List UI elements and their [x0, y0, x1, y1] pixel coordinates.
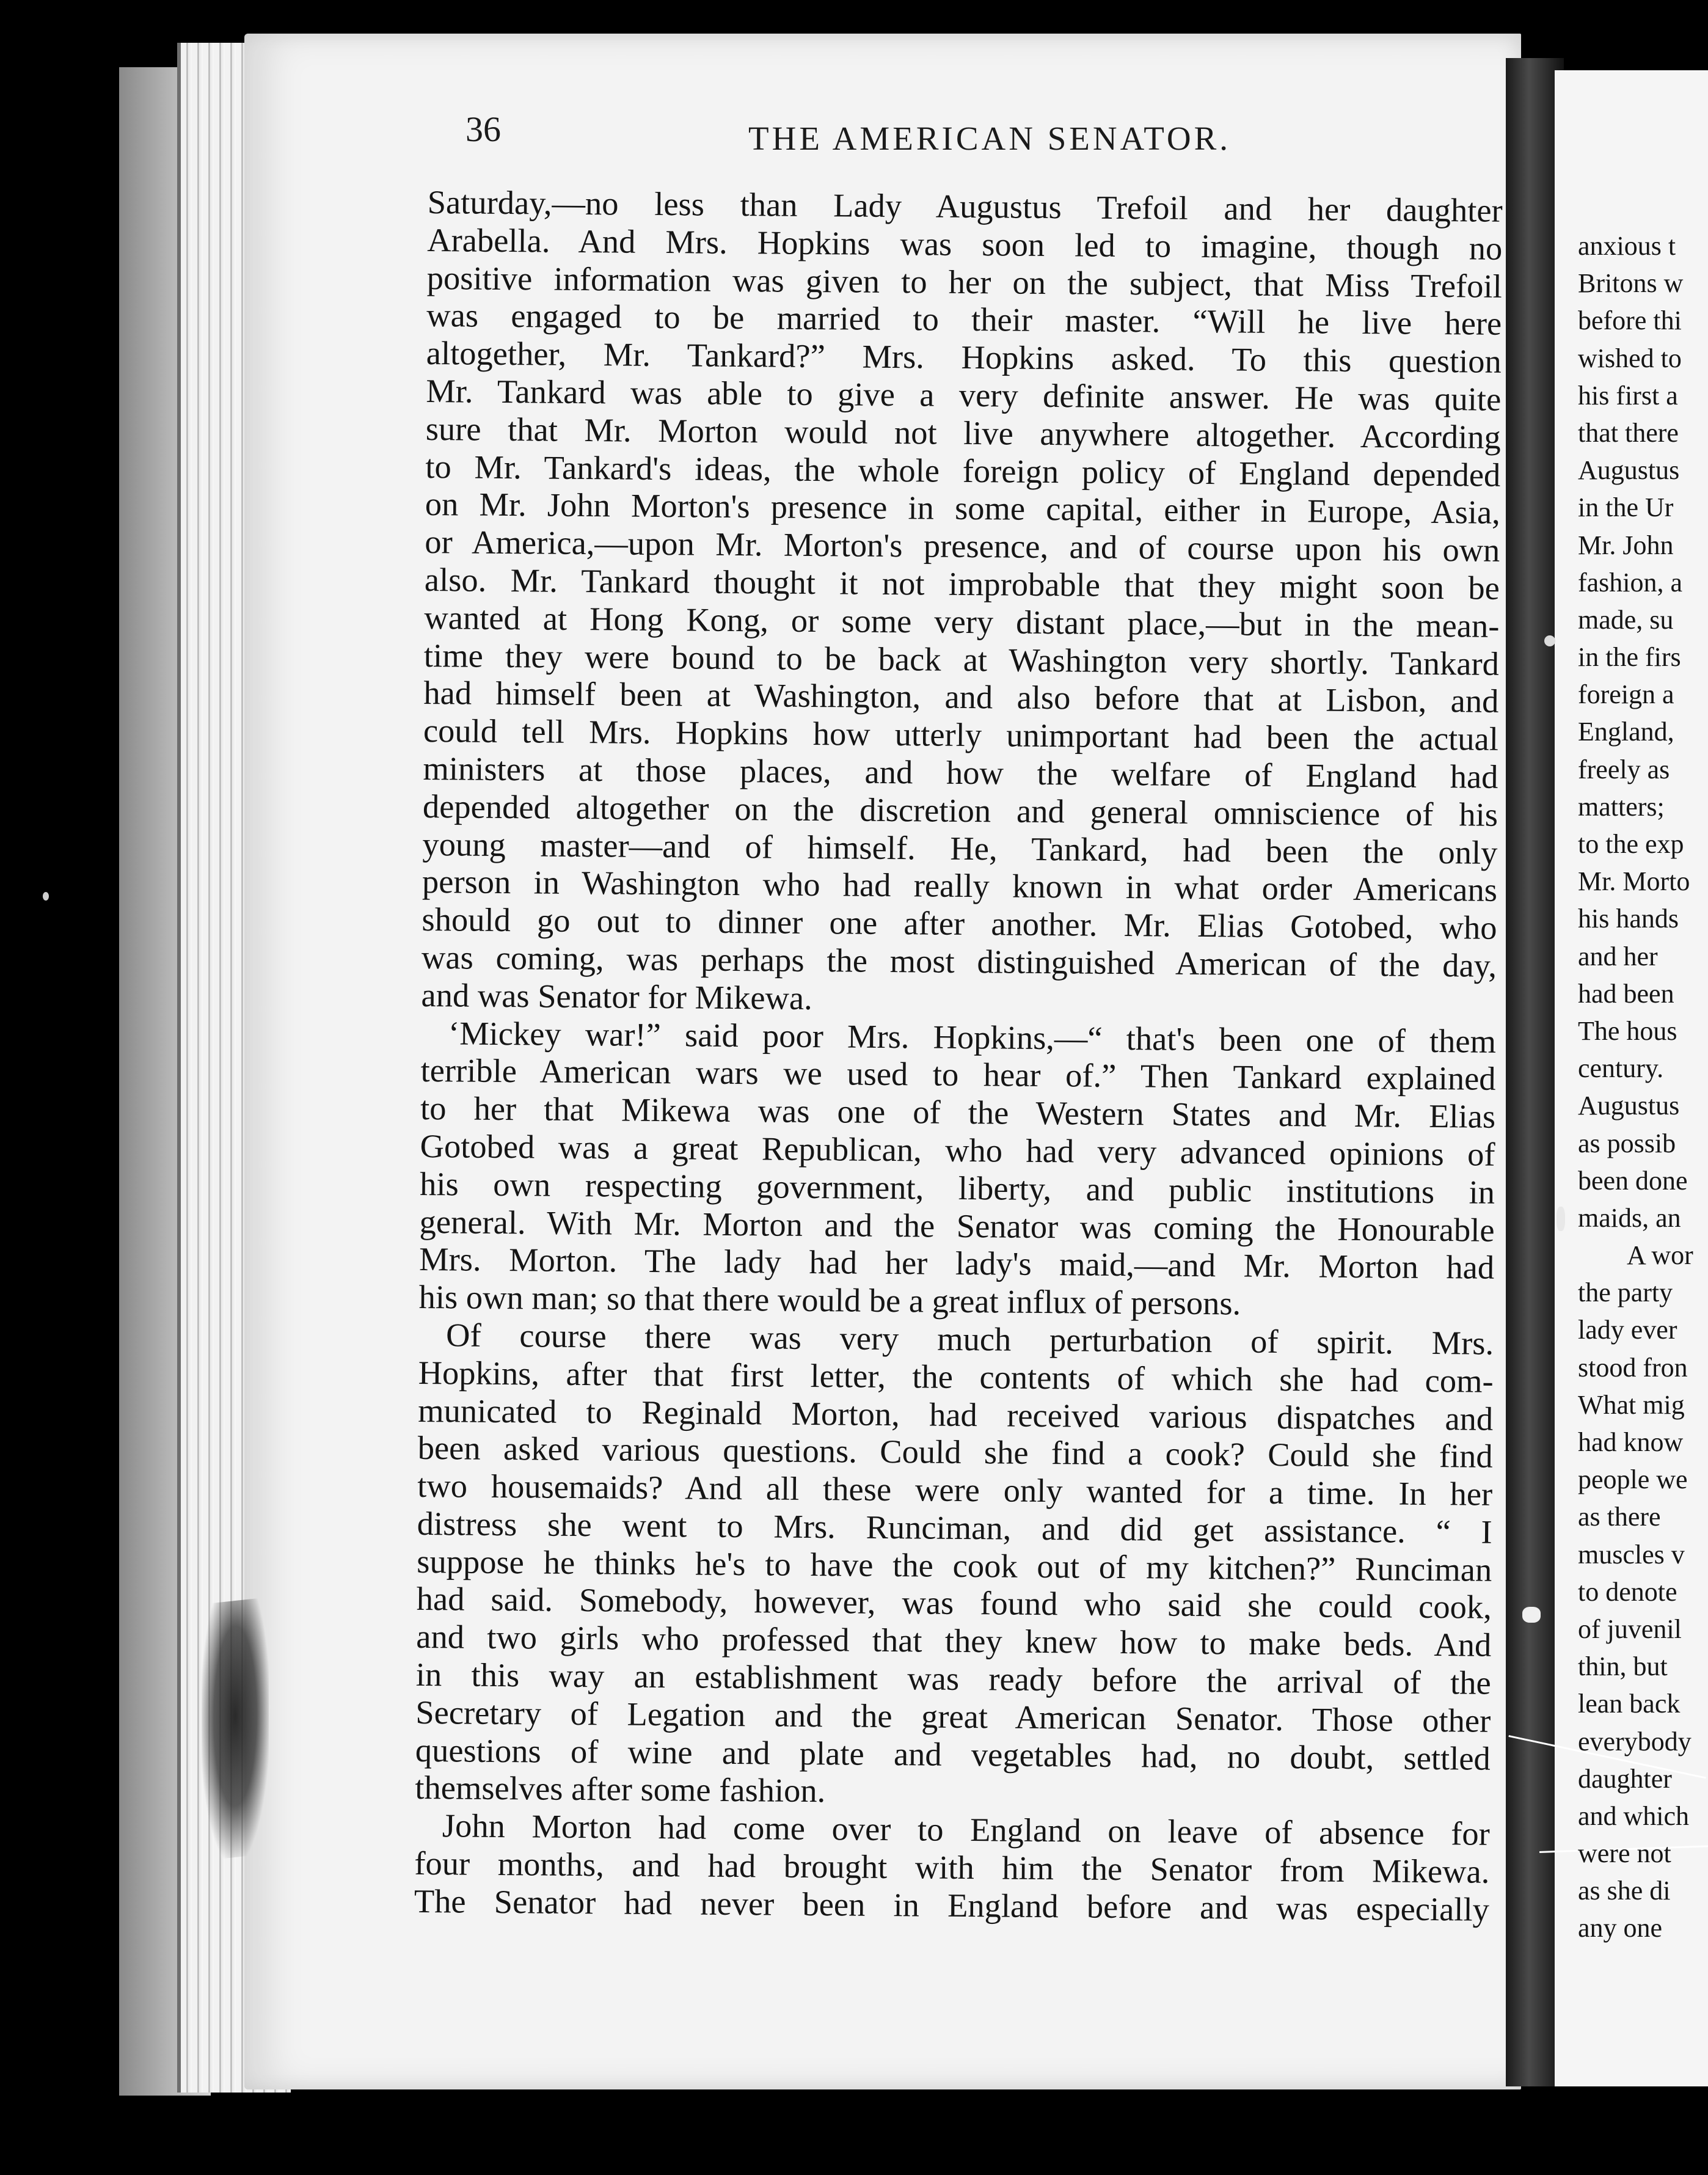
facing-page-line: in the firs [1578, 642, 1681, 673]
facing-page-line: anxious t [1578, 231, 1676, 261]
text-line: depended altogether on the discretion and general omniscience of his [422, 787, 1498, 833]
facing-page-line: were not [1578, 1838, 1671, 1869]
text-line: general. With Mr. Morton and the Senator was coming the Honourable [419, 1202, 1495, 1249]
facing-page-line: as possib [1578, 1128, 1676, 1158]
text-line: four months, and had brought with him the Senator from Mikewa. [414, 1844, 1490, 1890]
facing-page-line: lady ever [1578, 1315, 1677, 1345]
facing-page-line: Mr. John [1578, 530, 1674, 560]
facing-page-line: as she di [1578, 1876, 1671, 1906]
facing-page-line: of juvenil [1578, 1614, 1682, 1644]
facing-page-line: and which [1578, 1800, 1690, 1831]
text-line: Mrs. Morton. The lady had her lady's maid,—and Mr. Morton had [418, 1240, 1495, 1287]
text-line: Hopkins, after that first letter, the contents of which she had com- [418, 1353, 1494, 1400]
text-line: themselves after some fashion. [415, 1769, 826, 1810]
text-line: John Morton had come over to England on leave of absence for [442, 1807, 1491, 1853]
facing-page-line: stood fron [1578, 1352, 1688, 1383]
facing-page-line: wished to [1578, 343, 1682, 373]
text-line: distress she went to Mrs. Runciman, and did get assistance. “ I [417, 1504, 1492, 1551]
text-line: to Mr. Tankard's ideas, the whole foreign policy of England depended [425, 447, 1501, 494]
facing-page-line: to the exp [1578, 829, 1684, 859]
text-line: wanted at Hong Kong, or some very distant place,—but in the mean- [424, 598, 1500, 645]
text-line: was engaged to be married to their master. “Will he live here [426, 296, 1502, 343]
body-text [414, 183, 1503, 1928]
facing-page-line: and her [1578, 941, 1658, 971]
text-line: questions of wine and plate and vegetables had, no doubt, settled [415, 1731, 1491, 1777]
facing-page-line: A wor [1627, 1240, 1693, 1271]
text-line: could tell Mrs. Hopkins how utterly unimportant had been the actual [423, 712, 1499, 758]
paper-speck [1522, 1607, 1541, 1623]
text-line: ministers at those places, and how the welfare of England had [423, 749, 1498, 795]
facing-page-line: any one [1578, 1913, 1663, 1943]
facing-page-line: Britons w [1578, 268, 1684, 299]
paper-speck [1557, 1207, 1565, 1231]
facing-page-line: had been [1578, 978, 1674, 1009]
text-line: Gotobed was a great Republican, who had very advanced opinions of [420, 1127, 1495, 1173]
text-line: or America,—upon Mr. Morton's presence, and of course upon his own [425, 523, 1500, 569]
facing-page-line: people we [1578, 1464, 1688, 1495]
facing-page-line: Augustus [1578, 455, 1680, 486]
text-line: time they were bound to be back at Washington very shortly. Tankard [423, 636, 1500, 682]
facing-page-line: Mr. Morto [1578, 866, 1690, 897]
facing-page-line: fashion, a [1578, 567, 1683, 598]
facing-page-line: What mig [1578, 1389, 1685, 1420]
text-line: terrible American wars we used to hear of.” Then Tankard explained [420, 1051, 1496, 1098]
ink-smudge [202, 1597, 269, 1861]
facing-page-line: before thi [1578, 305, 1682, 336]
text-line: ‘Mickey war!” said poor Mrs. Hopkins,—“ that's been one of them [448, 1014, 1497, 1060]
paper-speck [43, 892, 49, 901]
text-line: sure that Mr. Morton would not live anywhere altogether. According [425, 409, 1502, 456]
facing-page-line: foreign a [1578, 679, 1674, 710]
facing-page-line: had know [1578, 1427, 1684, 1457]
facing-page-line: in the Ur [1578, 492, 1674, 523]
text-line: also. Mr. Tankard thought it not improbable that they might soon be [424, 560, 1500, 607]
text-line: been asked various questions. Could she find a cook? Could she find [417, 1429, 1493, 1475]
text-line: Secretary of Legation and the great American Senator. Those other [415, 1693, 1491, 1739]
facing-page-line: made, su [1578, 604, 1674, 635]
text-line: Saturday,—no less than Lady Augustus Trefoil and her daughter [427, 183, 1503, 229]
facing-page-line: thin, but [1578, 1651, 1668, 1682]
facing-page-line: that there [1578, 417, 1679, 448]
text-line: his own respecting government, liberty, and public institutions in [419, 1164, 1495, 1211]
running-title: THE AMERICAN SENATOR. [748, 120, 1232, 157]
facing-page-line: the party [1578, 1278, 1673, 1308]
text-line: should go out to dinner one after another. Mr. Elias Gotobed, who [422, 901, 1497, 946]
text-line: person in Washington who had really known in what order Americans [422, 863, 1498, 909]
text-line: and two girls who professed that they knew how to make beds. And [416, 1618, 1492, 1664]
text-line: in this way an establishment was ready before the arrival of the [415, 1656, 1492, 1702]
text-line: his own man; so that there would be a great influx of persons. [418, 1278, 1241, 1322]
facing-page-line: muscles v [1578, 1539, 1685, 1570]
facing-page-line: been done [1578, 1165, 1688, 1196]
facing-page-line: century. [1578, 1053, 1664, 1084]
facing-page-line: to denote [1578, 1576, 1677, 1607]
facing-page-text [1578, 227, 1708, 1947]
text-line: to her that Mikewa was one of the Western States and Mr. Elias [420, 1089, 1496, 1135]
facing-page-line: his first a [1578, 380, 1678, 411]
text-line: The Senator had never been in England before and was especially [414, 1882, 1490, 1928]
text-line: Arabella. And Mrs. Hopkins was soon led to imagine, though no [427, 221, 1503, 267]
facing-page-line: England, [1578, 717, 1674, 747]
facing-page-line: Augustus [1578, 1091, 1680, 1121]
text-line: suppose he thinks he's to have the cook out of my kitchen?” Runciman [417, 1542, 1492, 1588]
text-line: had said. Somebody, however, was found who said she could cook, [416, 1580, 1492, 1626]
paper-speck [1544, 635, 1555, 646]
facing-page-line: lean back [1578, 1689, 1681, 1719]
text-line: municated to Reginald Morton, had received various dispatches and [417, 1391, 1494, 1438]
text-line: positive information was given to her on the subject, that Miss Trefoil [426, 258, 1502, 305]
text-line: had himself been at Washington, and also before that at Lisbon, and [423, 674, 1499, 720]
page-number: 36 [465, 109, 501, 149]
text-line: and was Senator for Mikewa. [421, 976, 812, 1017]
facing-page-line: matters; [1578, 791, 1665, 822]
text-line: on Mr. John Morton's presence in some capital, either in Europe, Asia, [425, 485, 1501, 532]
facing-page-line: freely as [1578, 754, 1670, 784]
text-line: altogether, Mr. Tankard?” Mrs. Hopkins asked. To this question [426, 334, 1502, 381]
facing-page-line: his hands [1578, 904, 1679, 934]
text-line: two housemaids? And all these were only wanted for a time. In her [417, 1467, 1493, 1513]
text-line: young master—and of himself. He, Tankard, had been the only [422, 825, 1498, 871]
facing-page-line: as there [1578, 1502, 1661, 1532]
facing-page-line: The hous [1578, 1015, 1677, 1046]
facing-page-line: maids, an [1578, 1202, 1681, 1233]
facing-page-line: daughter [1578, 1763, 1672, 1794]
text-line: was coming, was perhaps the most distinguished American of the day, [421, 938, 1497, 984]
facing-page-line: everybody [1578, 1726, 1692, 1756]
text-line: Mr. Tankard was able to give a very definite answer. He was quite [426, 371, 1502, 418]
text-line: Of course there was very much perturbation of spirit. Mrs. [445, 1316, 1494, 1362]
